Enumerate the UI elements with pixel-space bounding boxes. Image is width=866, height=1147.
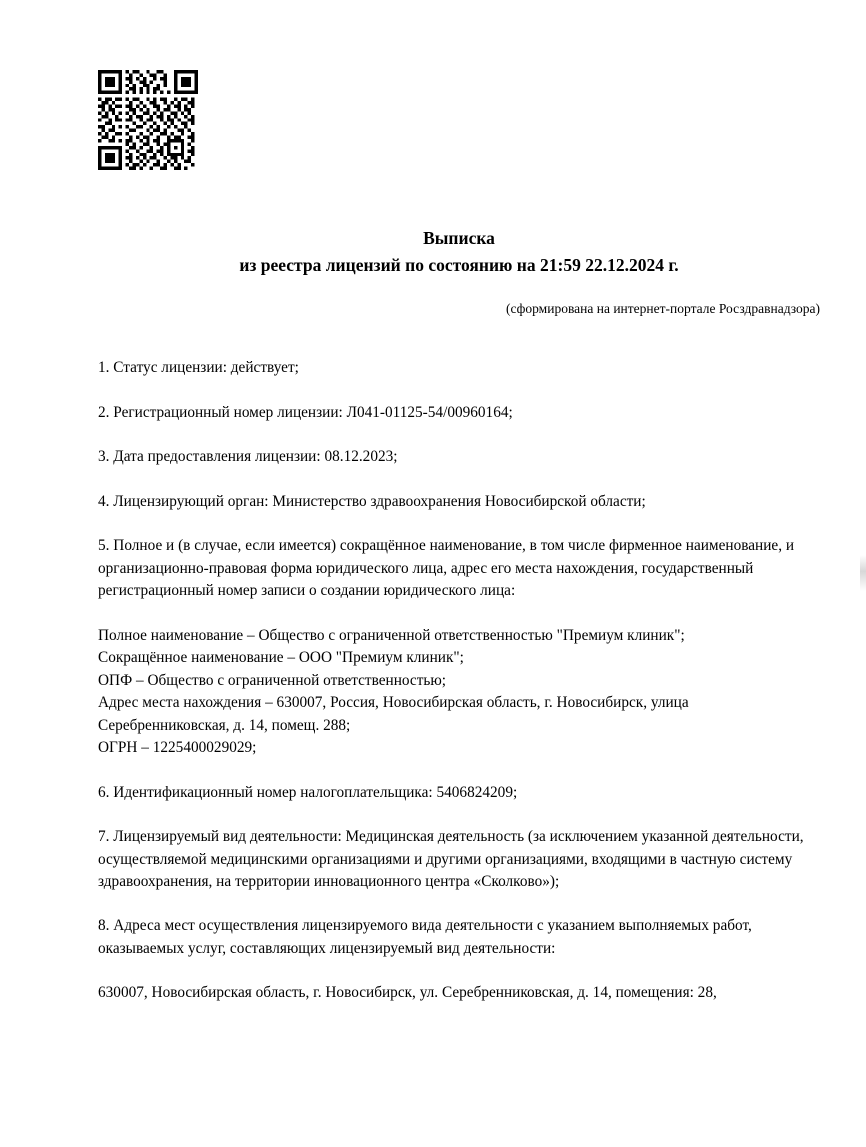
entity-address-line-1: Адрес места нахождения – 630007, Россия, Новосибирская область, г. Новосибирск, улица <box>98 694 689 712</box>
qr-code-icon <box>98 70 198 170</box>
entity-details-block <box>98 625 820 760</box>
page-edge-marker <box>860 555 866 591</box>
document-subtitle: (сформирована на интернет-портале Росздравнадзора) <box>505 301 820 317</box>
title-line-2: из реестра лицензий по состоянию на 21:59 22.12.2024 г. <box>239 255 679 276</box>
item-registration-number: 2. Регистрационный номер лицензии: Л041-01125-54/00960164; <box>98 403 513 421</box>
entity-full-name: Полное наименование – Общество с ограниченной ответственностью "Премиум клиник"; <box>98 626 685 644</box>
entity-short-name: Сокращённое наименование – ООО "Премиум клиник"; <box>98 649 464 667</box>
item-entity-names-heading: 5. Полное и (в случае, если имеется) сокращённое наименование, в том числе фирменное наименование, и организационно-правовая форма юридического лица, адрес его места нахождения, государственный регистрационный номер записи о создании юридического лица: <box>98 537 795 600</box>
entity-ogrn: ОГРН – 1225400029029; <box>98 739 257 757</box>
item-issue-date: 3. Дата предоставления лицензии: 08.12.2023; <box>98 448 398 466</box>
activity-address-line: 630007, Новосибирская область, г. Новосибирск, ул. Серебренниковская, д. 14, помещения: 28, <box>98 984 717 1002</box>
item-licensed-activity: 7. Лицензируемый вид деятельности: Медицинская деятельность (за исключением указанной деятельности, осуществляемой медицинскими организациями и другими организациями, входящими в частную систему здравоохранения, на территории инновационного центра «Сколково»); <box>98 828 804 890</box>
item-inn: 6. Идентификационный номер налогоплательщика: 5406824209; <box>98 783 518 801</box>
entity-address-line-2: Серебренниковская, д. 14, помещ. 288; <box>98 716 351 734</box>
item-licensing-authority: 4. Лицензирующий орган: Министерство здравоохранения Новосибирской области; <box>98 492 646 510</box>
entity-legal-form: ОПФ – Общество с ограниченной ответственностью; <box>98 671 447 689</box>
page-title <box>98 225 820 279</box>
title-line-1: Выписка <box>423 228 495 248</box>
document-content <box>98 225 820 1005</box>
item-activity-addresses-heading: 8. Адреса мест осуществления лицензируемого вида деятельности с указанием выполняемых работ, оказываемых услуг, составляющих лицензируемый вид деятельности: <box>98 917 752 957</box>
item-status: 1. Статус лицензии: действует; <box>98 359 299 377</box>
